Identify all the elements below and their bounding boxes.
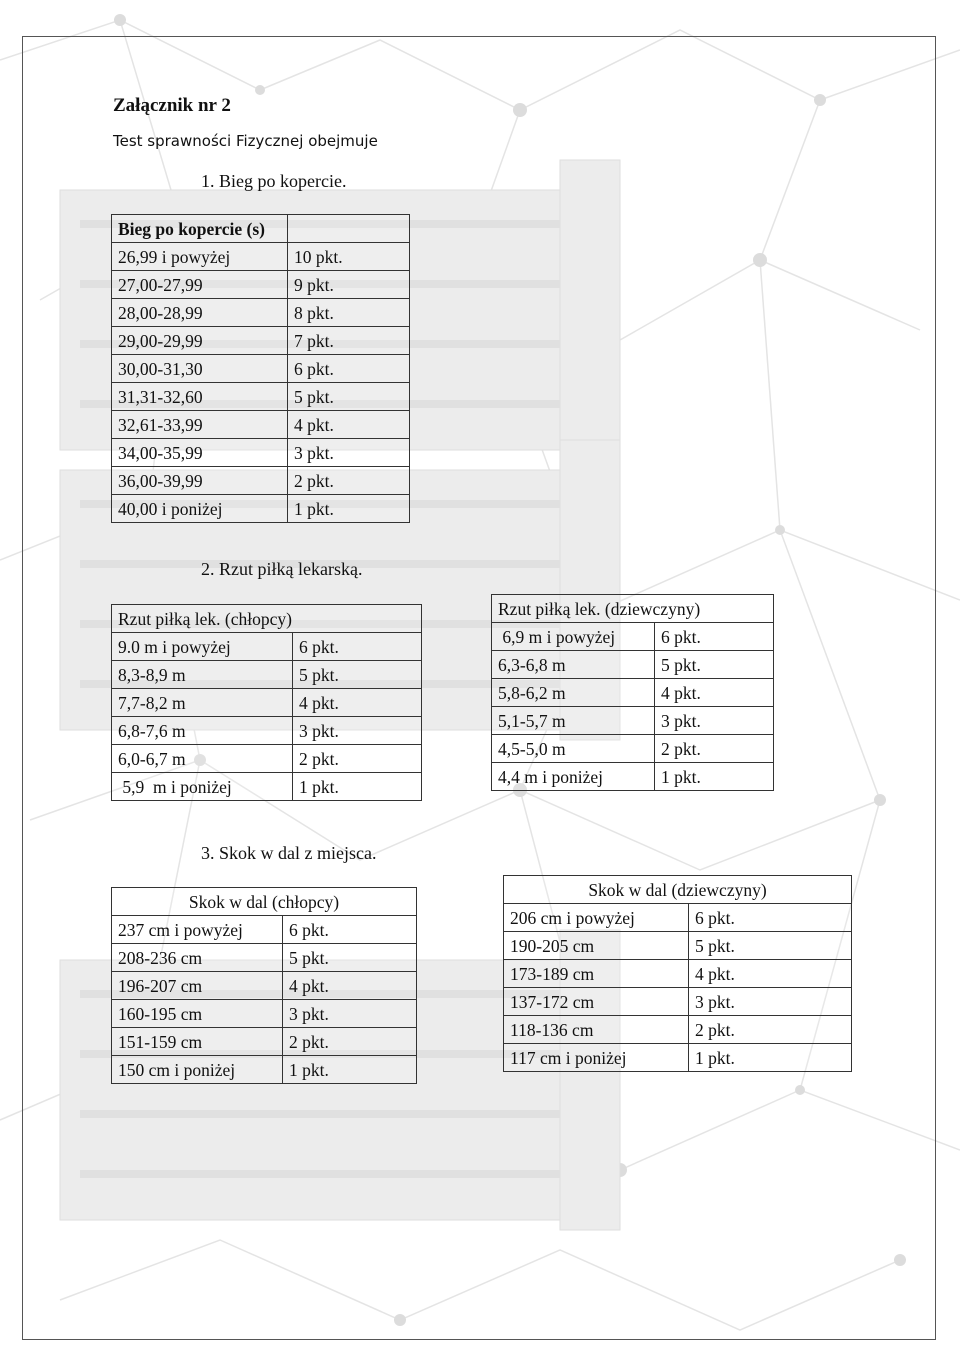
range-cell: 36,00-39,99 [112,467,288,495]
table-row [504,960,852,988]
table-header: Skok w dal (dziewczyny) [504,876,852,904]
points-cell: 5 pkt. [689,932,852,960]
range-cell: 117 cm i poniżej [504,1044,689,1072]
points-cell: 2 pkt. [288,467,410,495]
points-cell: 6 pkt. [288,355,410,383]
table-row [112,439,410,467]
points-cell: 8 pkt. [288,299,410,327]
range-cell: 28,00-28,99 [112,299,288,327]
table-row [492,651,774,679]
range-cell: 196-207 cm [112,972,283,1000]
points-cell: 4 pkt. [288,411,410,439]
table-row [112,633,422,661]
table-header: Skok w dal (chłopcy) [112,888,417,916]
range-cell: 173-189 cm [504,960,689,988]
range-cell: 31,31-32,60 [112,383,288,411]
range-cell: 206 cm i powyżej [504,904,689,932]
points-cell: 2 pkt. [293,745,422,773]
points-cell: 3 pkt. [283,1000,417,1028]
document-subtitle: Test sprawności Fizycznej obejmuje [113,132,378,150]
table-row [112,467,410,495]
points-cell: 1 pkt. [293,773,422,801]
table-row [492,735,774,763]
table-bieg-po-kopercie [111,214,410,523]
points-cell: 2 pkt. [655,735,774,763]
range-cell: 4,5-5,0 m [492,735,655,763]
points-cell: 2 pkt. [283,1028,417,1056]
points-cell: 7 pkt. [288,327,410,355]
table-rzut-chlopcy [111,604,422,801]
range-cell: 29,00-29,99 [112,327,288,355]
table-row [112,1056,417,1084]
table-row [112,299,410,327]
range-cell: 6,8-7,6 m [112,717,293,745]
range-cell: 40,00 i poniżej [112,495,288,523]
table-header: Bieg po kopercie (s) [112,215,288,243]
range-cell: 137-172 cm [504,988,689,1016]
range-cell: 32,61-33,99 [112,411,288,439]
table-row [112,1000,417,1028]
range-cell: 4,4 m i poniżej [492,763,655,791]
points-cell: 4 pkt. [689,960,852,988]
points-cell: 6 pkt. [655,623,774,651]
table-row [112,495,410,523]
table-row [504,904,852,932]
table-row [112,944,417,972]
points-cell: 1 pkt. [283,1056,417,1084]
range-cell: 150 cm i poniżej [112,1056,283,1084]
table-header: Rzut piłką lek. (chłopcy) [112,605,422,633]
range-cell: 160-195 cm [112,1000,283,1028]
points-cell: 6 pkt. [283,916,417,944]
table-row [112,745,422,773]
table-row [492,763,774,791]
table-row [492,679,774,707]
table-skok-chlopcy [111,887,417,1084]
range-cell: 5,9 m i poniżej [112,773,293,801]
table-row [504,932,852,960]
range-cell: 6,0-6,7 m [112,745,293,773]
table-row [112,773,422,801]
range-cell: 151-159 cm [112,1028,283,1056]
range-cell: 30,00-31,30 [112,355,288,383]
range-cell: 8,3-8,9 m [112,661,293,689]
table-header: Rzut piłką lek. (dziewczyny) [492,595,774,623]
table-row [112,383,410,411]
range-cell: 6,9 m i powyżej [492,623,655,651]
range-cell: 7,7-8,2 m [112,689,293,717]
points-cell: 3 pkt. [293,717,422,745]
points-cell: 9 pkt. [288,271,410,299]
points-cell: 1 pkt. [655,763,774,791]
table-row [112,355,410,383]
points-cell: 2 pkt. [689,1016,852,1044]
section-heading-1: 1. Bieg po kopercie. [201,171,347,191]
points-cell: 6 pkt. [689,904,852,932]
points-cell: 5 pkt. [288,383,410,411]
table-rzut-dziewczyny [491,594,774,791]
table-row [112,243,410,271]
table-row [112,717,422,745]
document-title: Załącznik nr 2 [113,95,231,116]
points-cell: 3 pkt. [655,707,774,735]
range-cell: 237 cm i powyżej [112,916,283,944]
table-skok-dziewczyny [503,875,852,1072]
points-cell: 1 pkt. [288,495,410,523]
points-cell: 4 pkt. [655,679,774,707]
table-row [112,271,410,299]
range-cell: 9.0 m i powyżej [112,633,293,661]
points-cell: 6 pkt. [293,633,422,661]
range-cell: 5,1-5,7 m [492,707,655,735]
range-cell: 34,00-35,99 [112,439,288,467]
table-row [504,1016,852,1044]
range-cell: 208-236 cm [112,944,283,972]
table-row [112,972,417,1000]
table-row [112,689,422,717]
points-cell: 5 pkt. [655,651,774,679]
points-cell: 4 pkt. [293,689,422,717]
table-row [504,988,852,1016]
range-cell: 26,99 i powyżej [112,243,288,271]
table-row [112,916,417,944]
section-heading-3: 3. Skok w dal z miejsca. [201,843,377,863]
range-cell: 5,8-6,2 m [492,679,655,707]
table-row [504,1044,852,1072]
table-row [492,707,774,735]
table-row [112,661,422,689]
points-cell: 1 pkt. [689,1044,852,1072]
points-cell: 3 pkt. [288,439,410,467]
points-cell: 4 pkt. [283,972,417,1000]
range-cell: 118-136 cm [504,1016,689,1044]
table-row [112,1028,417,1056]
points-cell: 5 pkt. [293,661,422,689]
points-cell: 10 pkt. [288,243,410,271]
section-heading-2: 2. Rzut piłką lekarską. [201,559,363,579]
table-row [492,623,774,651]
range-cell: 190-205 cm [504,932,689,960]
table-row [112,327,410,355]
points-cell: 5 pkt. [283,944,417,972]
table-row [112,411,410,439]
range-cell: 27,00-27,99 [112,271,288,299]
points-cell: 3 pkt. [689,988,852,1016]
range-cell: 6,3-6,8 m [492,651,655,679]
